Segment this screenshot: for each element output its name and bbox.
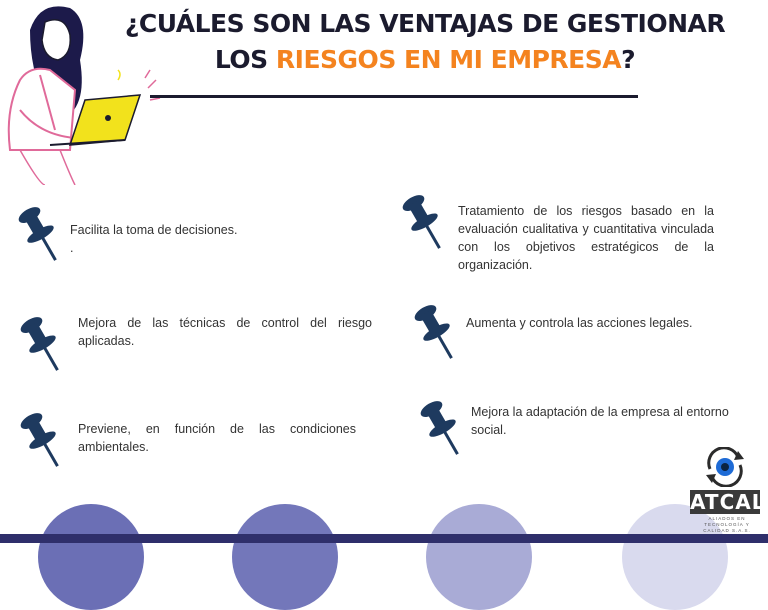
benefit-item bbox=[70, 221, 250, 257]
logo-name: ATCAL bbox=[690, 490, 766, 514]
bottom-bar bbox=[0, 534, 768, 543]
eye-cycle-logo-icon bbox=[702, 447, 748, 487]
benefit-text: Facilita la toma de decisiones. bbox=[70, 223, 238, 237]
decor-circle bbox=[38, 504, 144, 610]
benefit-item: Mejora la adaptación de la empresa al entorno social. bbox=[471, 405, 729, 437]
benefit-item: Aumenta y controla las acciones legales. bbox=[466, 316, 693, 330]
title-line-2 bbox=[105, 42, 745, 78]
benefit-item: Previene, en función de las condiciones ambientales. bbox=[78, 422, 356, 454]
decor-circle bbox=[426, 504, 532, 610]
benefit-extra: . bbox=[70, 241, 74, 255]
page-title bbox=[105, 6, 745, 78]
title-prefix: LOS bbox=[214, 45, 276, 74]
pushpin-icon bbox=[18, 204, 64, 266]
logo-tagline-1: ALIADOS EN bbox=[708, 516, 746, 521]
title-highlight: RIESGOS EN MI EMPRESA bbox=[275, 45, 622, 74]
pushpin-icon bbox=[420, 398, 466, 460]
pushpin-icon bbox=[414, 302, 460, 364]
logo-tagline-2: TECNOLOGÍA Y CALIDAD S.A.S. bbox=[703, 522, 751, 533]
benefit-item: Tratamiento de los riesgos basado en la evaluación cualitativa y cuantitativa vinculada con los objetivos estratégicos de la organización. bbox=[458, 204, 714, 272]
pushpin-icon bbox=[20, 314, 66, 376]
decor-circle bbox=[232, 504, 338, 610]
logo-tagline bbox=[690, 516, 764, 534]
benefit-item: Mejora de las técnicas de control del riesgo aplicadas. bbox=[78, 316, 372, 348]
pushpin-icon bbox=[20, 410, 66, 472]
title-underline bbox=[150, 95, 638, 98]
pushpin-icon bbox=[402, 192, 448, 254]
title-suffix: ? bbox=[621, 45, 636, 74]
title-line-1: ¿CUÁLES SON LAS VENTAJAS DE GESTIONAR bbox=[124, 9, 726, 38]
